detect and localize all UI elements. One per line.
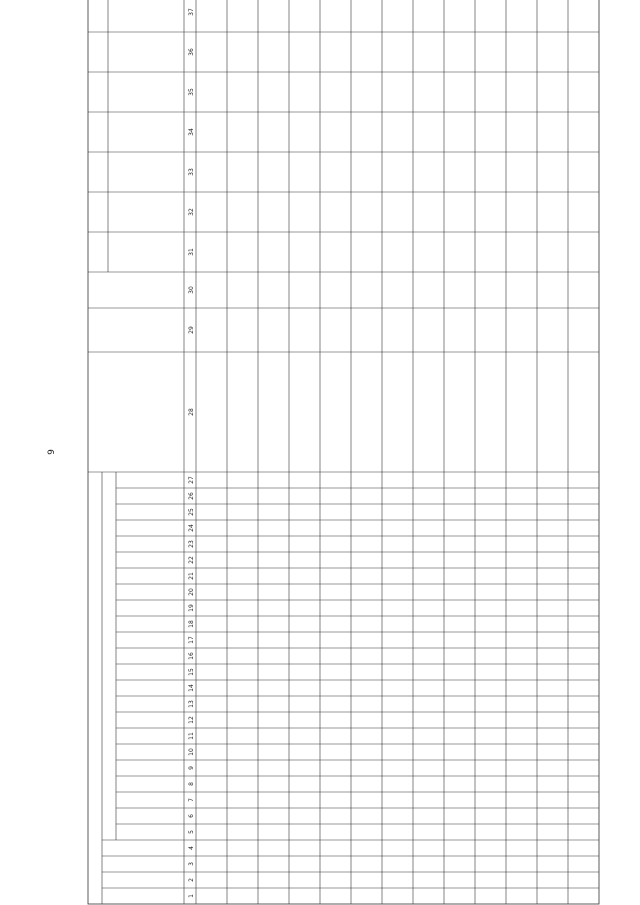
column-number: 4 — [188, 846, 195, 850]
column-number: 3 — [188, 862, 195, 866]
column-number: 26 — [188, 492, 195, 500]
column-number: 25 — [188, 508, 195, 516]
column-number: 19 — [188, 604, 195, 612]
column-number: 35 — [188, 88, 195, 96]
column-number: 6 — [188, 814, 195, 818]
column-number: 31 — [188, 248, 195, 256]
column-number: 14 — [188, 684, 195, 692]
rotated-table-container — [88, 8, 606, 904]
column-number: 12 — [188, 716, 195, 724]
column-number: 5 — [188, 830, 195, 834]
column-number: 27 — [188, 476, 195, 484]
column-number: 10 — [188, 748, 195, 756]
column-number: 29 — [188, 326, 195, 334]
column-number: 17 — [188, 636, 195, 644]
column-number: 33 — [188, 168, 195, 176]
indicator-table — [88, 8, 606, 904]
column-number: 21 — [188, 572, 195, 580]
table-border — [88, 0, 599, 904]
column-number: 13 — [188, 700, 195, 708]
column-number: 18 — [188, 620, 195, 628]
column-number: 15 — [188, 668, 195, 676]
column-number: 36 — [188, 48, 195, 56]
column-number: 24 — [188, 524, 195, 532]
column-number: 34 — [188, 128, 195, 136]
column-number: 16 — [188, 652, 195, 660]
column-number: 37 — [188, 8, 195, 16]
column-number: 8 — [188, 782, 195, 786]
column-number: 22 — [188, 556, 195, 564]
column-number: 2 — [188, 878, 195, 882]
column-number: 30 — [188, 286, 195, 294]
page-number: 9 — [47, 449, 57, 455]
column-number: 11 — [188, 732, 195, 740]
column-number: 9 — [188, 766, 195, 770]
column-number: 1 — [188, 894, 195, 898]
column-number: 28 — [188, 408, 195, 416]
column-number: 23 — [188, 540, 195, 548]
column-number: 20 — [188, 588, 195, 596]
column-number: 32 — [188, 208, 195, 216]
column-number: 7 — [188, 798, 195, 802]
